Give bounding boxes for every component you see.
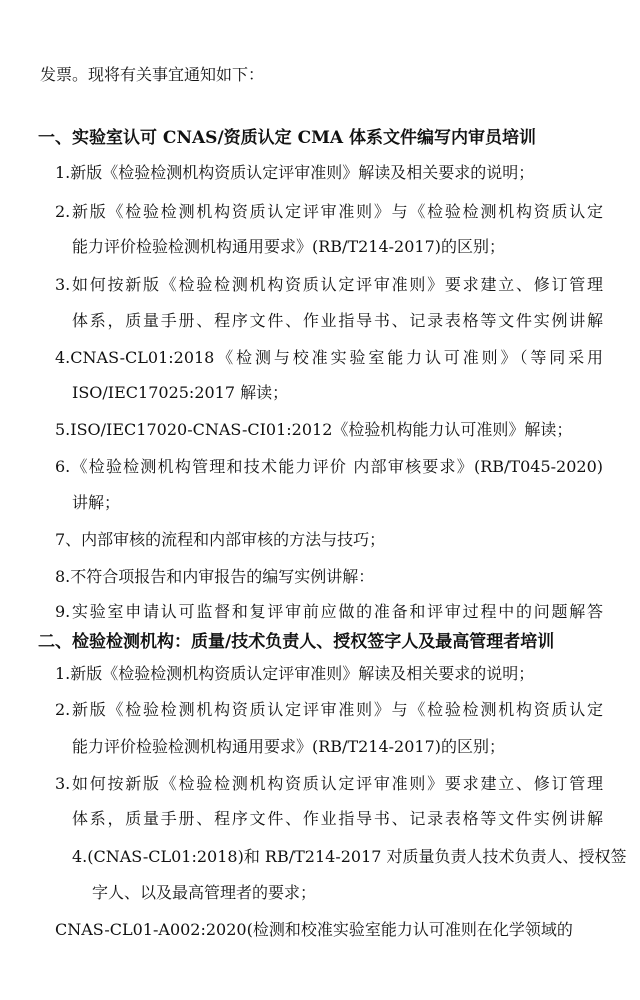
section-1-item: 1.新版《检验检测机构资质认定评审准则》解读及相关要求的说明； [55, 163, 535, 182]
section-1-item: 3.如何按新版《检验检测机构资质认定评审准则》要求建立、修订管理 [55, 275, 603, 294]
section-1-heading: 一、实验室认可 CNAS/资质认定 CMA 体系文件编写内审员培训 [38, 128, 537, 148]
intro-text: 发票。现将有关事宜通知如下： [40, 65, 265, 84]
section-1-item-cont: ISO/IEC17025:2017 解读； [72, 383, 289, 402]
section-2-item-cont: 字人、以及最高管理者的要求； [92, 883, 317, 902]
section-2-item: 2.新版《检验检测机构资质认定评审准则》与《检验检测机构资质认定 [55, 700, 603, 719]
section-2-item: 1.新版《检验检测机构资质认定评审准则》解读及相关要求的说明； [55, 664, 535, 683]
section-1-item: 9.实验室申请认可监督和复评审前应做的准备和评审过程中的问题解答 [55, 602, 603, 621]
section-2-heading: 二、检验检测机构：质量/技术负责人、授权签字人及最高管理者培训 [38, 632, 555, 652]
section-1-item: 7、内部审核的流程和内部审核的方法与技巧； [55, 530, 386, 549]
section-2-item: 3.如何按新版《检验检测机构资质认定评审准则》要求建立、修订管理 [55, 774, 603, 793]
section-1-item: 2.新版《检验检测机构资质认定评审准则》与《检验检测机构资质认定 [55, 202, 603, 221]
section-1-item: 4.CNAS-CL01:2018《检测与校准实验室能力认可准则》（等同采用 [55, 348, 603, 367]
section-1-item-cont: 体系，质量手册、程序文件、作业指导书、记录表格等文件实例讲解 [72, 311, 603, 330]
section-1-item: 8.不符合项报告和内审报告的编写实例讲解： [55, 567, 375, 586]
section-1-item: 5.ISO/IEC17020-CNAS-CI01:2012《检验机构能力认可准则》解读； [55, 420, 573, 439]
section-1-item: 6.《检验检测机构管理和技术能力评价 内部审核要求》(RB/T045-2020) [55, 457, 603, 476]
section-1-item-cont: 讲解； [72, 493, 121, 512]
section-2-item: 4.(CNAS-CL01:2018)和 RB/T214-2017 对质量负责人技术负责人、授权签 [72, 847, 627, 866]
section-2-item-cont: 能力评价检验检测机构通用要求》(RB/T214-2017)的区别； [72, 737, 506, 756]
section-1-item-cont: 能力评价检验检测机构通用要求》(RB/T214-2017)的区别； [72, 237, 506, 256]
section-2-item-cont: 体系，质量手册、程序文件、作业指导书、记录表格等文件实例讲解 [72, 809, 603, 828]
section-2-item: CNAS-CL01-A002:2020(检测和校准实验室能力认可准则在化学领域的 [55, 920, 573, 939]
